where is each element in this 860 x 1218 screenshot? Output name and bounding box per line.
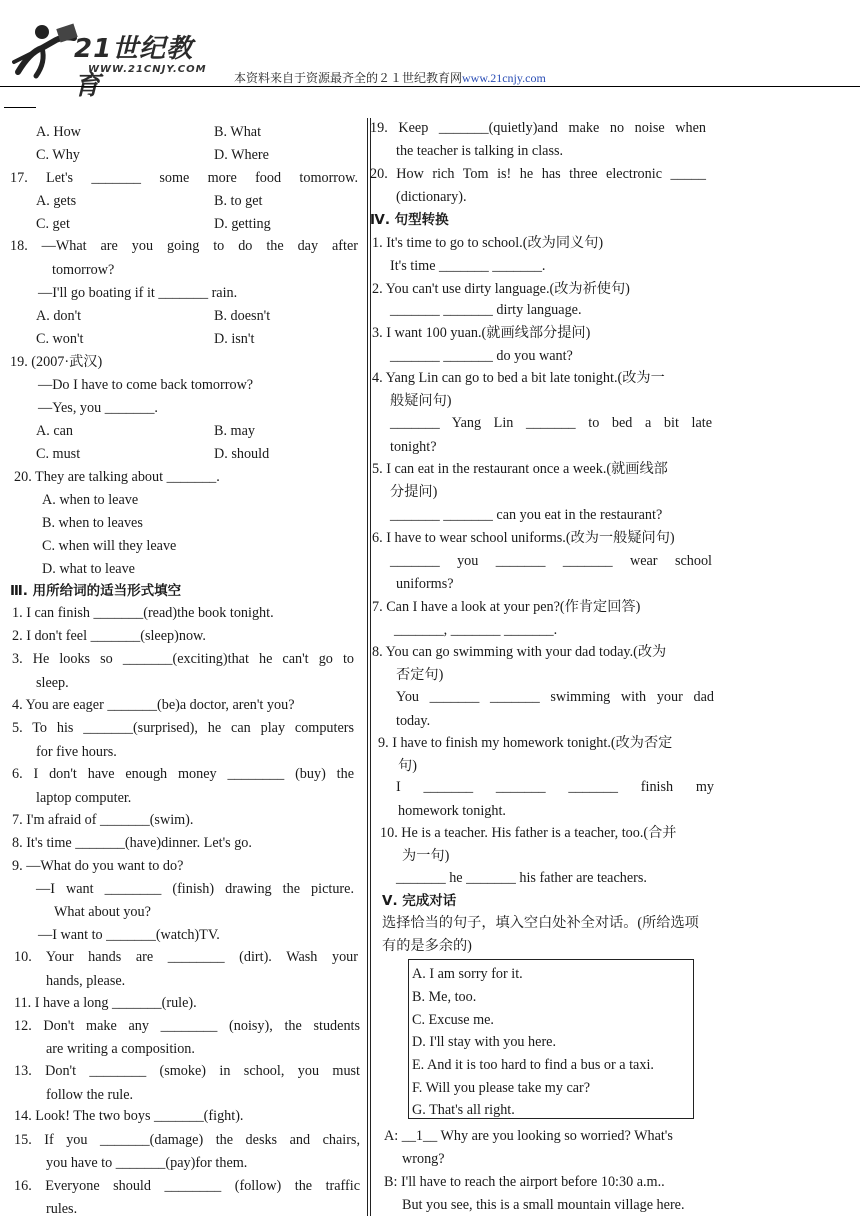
left-text-line: 7. I'm afraid of _______(swim). — [12, 812, 194, 828]
left-text-line: 12. Don't make any ________ (noisy), the students — [14, 1018, 360, 1034]
left-text-line: What about you? — [54, 904, 151, 920]
right-text-line: 分提问) — [390, 484, 438, 500]
right-text-line: 般疑问句) — [390, 393, 452, 409]
left-text-line: 10. Your hands are ________ (dirt). Wash your — [14, 949, 358, 965]
left-text-line: 8. It's time _______(have)dinner. Let's go. — [12, 835, 252, 851]
right-text-line: E. And it is too hard to find a bus or a taxi. — [412, 1057, 654, 1073]
top-left-mark — [4, 107, 36, 108]
right-text-line: 6. I have to wear school uniforms.(改为一般疑问句) — [372, 530, 675, 546]
header-rule — [0, 86, 860, 87]
left-text-line: sleep. — [36, 675, 69, 691]
right-text-line: A: __1__ Why are you looking so worried? What's — [384, 1128, 673, 1144]
left-text-line: follow the rule. — [46, 1087, 134, 1103]
left-text-line: 14. Look! The two boys _______(fight). — [14, 1108, 244, 1124]
right-text-line: F. Will you please take my car? — [412, 1080, 591, 1096]
left-text-line: B. doesn't — [214, 308, 271, 324]
left-text-line: 1. I can finish _______(read)the book tonight. — [12, 605, 274, 621]
right-text-line: wrong? — [402, 1151, 445, 1167]
left-text-line: A. can — [36, 423, 74, 439]
left-text-line: D. isn't — [214, 331, 255, 347]
right-text-line: 5. I can eat in the restaurant once a week.(就画线部 — [372, 461, 668, 477]
left-text-line: rules. — [46, 1201, 78, 1217]
right-section-heading: Ⅳ. 句型转换 — [370, 212, 449, 228]
right-text-line: You _______ _______ swimming with your dad — [396, 689, 714, 705]
site-logo — [12, 22, 212, 101]
right-text-line: (dictionary). — [396, 189, 467, 205]
left-text-line: D. should — [214, 446, 270, 462]
left-text-line: B. What — [214, 124, 262, 140]
right-text-line: 20. How rich Tom is! he has three electronic _____ — [370, 166, 706, 182]
left-text-line: A. when to leave — [42, 492, 139, 508]
right-text-line: _______ he _______ his father are teachers. — [396, 870, 647, 886]
left-text-line: hands, please. — [46, 973, 126, 989]
right-text-line: 1. It's time to go to school.(改为同义句) — [372, 235, 604, 251]
right-section-heading: Ⅴ. 完成对话 — [382, 893, 457, 909]
left-text-line: C. won't — [36, 331, 84, 347]
right-text-line: 4. Yang Lin can go to bed a bit late tonight.(改为一 — [372, 370, 665, 386]
right-text-line: _______ _______ do you want? — [390, 348, 573, 364]
right-text-line: today. — [396, 713, 431, 729]
left-text-line: D. what to leave — [42, 561, 135, 577]
left-section-heading: Ⅲ. 用所给词的适当形式填空 — [10, 583, 182, 599]
right-text-line: 为一句) — [402, 848, 450, 864]
left-text-line: A. don't — [36, 308, 82, 324]
left-text-line: 3. He looks so _______(exciting)that he can't go to — [12, 651, 354, 667]
right-text-line: _______, _______ _______. — [394, 622, 558, 638]
left-text-line: C. Why — [36, 147, 80, 163]
left-text-line: 5. To his _______(surprised), he can play computers — [12, 720, 354, 736]
left-text-line: are writing a composition. — [46, 1041, 195, 1057]
left-text-line: 15. If you _______(damage) the desks and chairs, — [14, 1132, 360, 1148]
right-text-line: 否定句) — [396, 667, 444, 683]
left-text-line: A. gets — [36, 193, 77, 209]
runner-logo-icon — [12, 22, 82, 80]
left-text-line: for five hours. — [36, 744, 117, 760]
right-text-line: _______ Yang Lin _______ to bed a bit late — [390, 415, 712, 431]
left-text-line: —Yes, you _______. — [38, 400, 158, 416]
right-text-line: 选择恰当的句子，填入空白处补全对话。(所给选项 — [382, 915, 699, 931]
left-text-line: D. getting — [214, 216, 271, 232]
left-text-line: 9. —What do you want to do? — [12, 858, 184, 874]
right-text-line: homework tonight. — [398, 803, 506, 819]
left-text-line: tomorrow? — [52, 262, 115, 278]
right-text-line: G. That's all right. — [412, 1102, 515, 1118]
left-text-line: 11. I have a long _______(rule). — [14, 995, 197, 1011]
left-text-line: 13. Don't ________ (smoke) in school, you must — [14, 1063, 360, 1079]
right-text-line: A. I am sorry for it. — [412, 966, 523, 982]
right-text-line: _______ _______ can you eat in the restaurant? — [390, 507, 663, 523]
right-text-line: 8. You can go swimming with your dad today.(改为 — [372, 644, 667, 660]
right-text-line: B: I'll have to reach the airport before 10:30 a.m.. — [384, 1174, 665, 1190]
logo-site-url: WWW.21CNJY.COM — [88, 64, 207, 75]
right-text-line: uniforms? — [396, 576, 454, 592]
right-text-line: But you see, this is a small mountain village here. — [402, 1197, 685, 1213]
left-text-line: B. to get — [214, 193, 263, 209]
right-text-line: I _______ _______ _______ finish my — [396, 779, 714, 795]
left-text-line: 19. (2007·武汉) — [10, 354, 103, 370]
left-text-line: —I want to _______(watch)TV. — [38, 927, 220, 943]
left-text-line: B. when to leaves — [42, 515, 143, 531]
header-note — [234, 69, 546, 86]
right-text-line: the teacher is talking in class. — [396, 143, 564, 159]
right-text-line: 3. I want 100 yuan.(就画线部分提问) — [372, 325, 591, 341]
right-text-line: It's time _______ _______. — [390, 258, 546, 274]
left-text-line: C. when will they leave — [42, 538, 177, 554]
right-text-line: 7. Can I have a look at your pen?(作肯定回答) — [372, 599, 641, 615]
left-text-line: —Do I have to come back tomorrow? — [38, 377, 254, 393]
header-note-text: 本资料来自于资源最齐全的２１世纪教育网 — [234, 71, 463, 85]
left-text-line: B. may — [214, 423, 255, 439]
right-text-line: _______ you _______ _______ wear school — [390, 553, 712, 569]
left-text-line: 2. I don't feel _______(sleep)now. — [12, 628, 206, 644]
left-text-line: D. Where — [214, 147, 269, 163]
column-divider-inner — [367, 118, 368, 1216]
left-text-line: you have to _______(pay)for them. — [46, 1155, 248, 1171]
right-text-line: tonight? — [390, 439, 437, 455]
left-text-line: 17. Let's _______ some more food tomorrow. — [10, 170, 358, 186]
left-text-line: C. get — [36, 216, 70, 232]
left-text-line: C. must — [36, 446, 81, 462]
right-text-line: 19. Keep _______(quietly)and make no noise when — [370, 120, 706, 136]
right-text-line: C. Excuse me. — [412, 1012, 494, 1028]
left-text-line: 20. They are talking about _______. — [14, 469, 220, 485]
column-divider — [370, 118, 371, 1216]
right-text-line: B. Me, too. — [412, 989, 477, 1005]
right-text-line: 有的是多余的) — [382, 938, 472, 954]
left-text-line: 18. —What are you going to do the day after — [10, 238, 358, 254]
right-text-line: 2. You can't use dirty language.(改为祈使句) — [372, 281, 630, 297]
right-text-line: 9. I have to finish my homework tonight.(改为否定 — [378, 735, 673, 751]
left-text-line: 16. Everyone should ________ (follow) the traffic — [14, 1178, 360, 1194]
left-text-line: —I want ________ (finish) drawing the picture. — [36, 881, 354, 897]
logo-brand: 21世纪教育 — [74, 34, 194, 101]
right-text-line: 句) — [398, 758, 417, 774]
right-text-line: _______ _______ dirty language. — [390, 302, 582, 318]
left-text-line: 6. I don't have enough money ________ (buy) the — [12, 766, 354, 782]
left-text-line: laptop computer. — [36, 790, 132, 806]
header-link[interactable]: www.21cnjy.com — [462, 71, 546, 85]
right-text-line: 10. He is a teacher. His father is a teacher, too.(合并 — [380, 825, 677, 841]
left-text-line: A. How — [36, 124, 81, 140]
right-text-line: D. I'll stay with you here. — [412, 1034, 557, 1050]
left-text-line: 4. You are eager _______(be)a doctor, aren't you? — [12, 697, 295, 713]
left-text-line: —I'll go boating if it _______ rain. — [38, 285, 238, 301]
